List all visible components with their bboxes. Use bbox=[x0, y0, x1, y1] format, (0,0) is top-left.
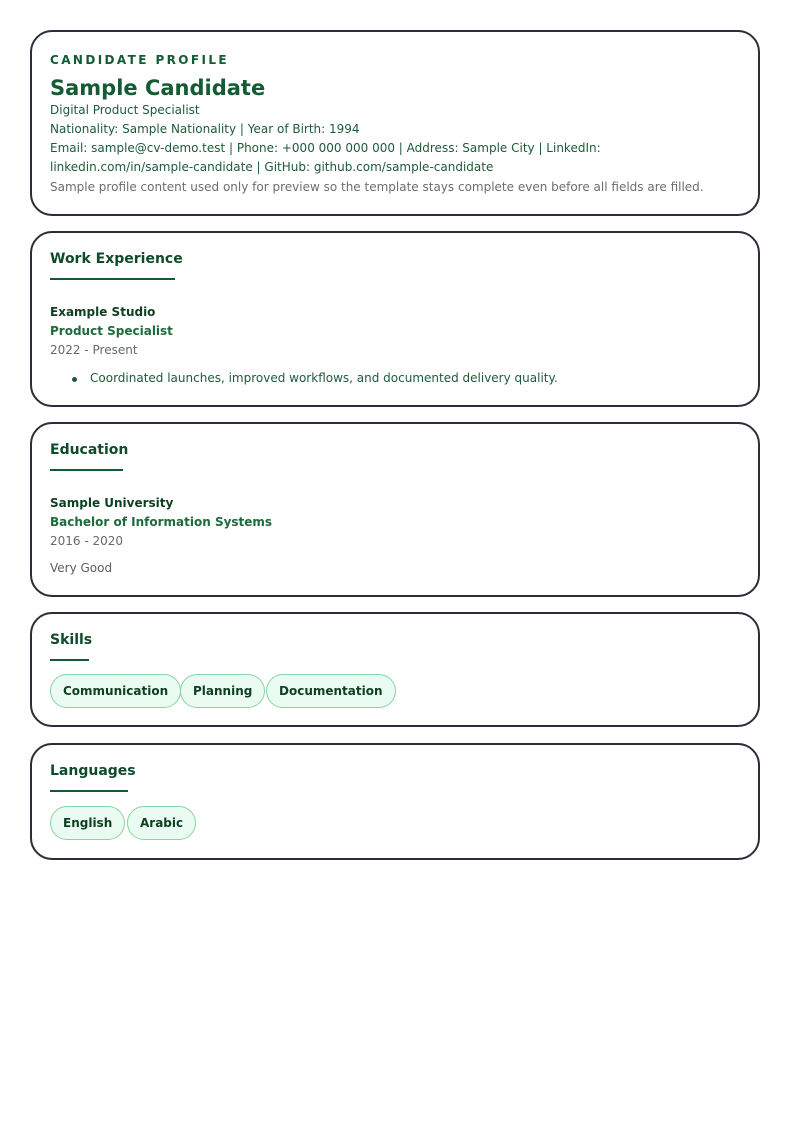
bullet-dot-icon bbox=[72, 377, 77, 382]
experience-bullet-text: Coordinated launches, improved workflows, and documented delivery quality. bbox=[90, 371, 558, 385]
skill-chip: Communication bbox=[50, 674, 181, 708]
experience-org: Example Studio bbox=[50, 305, 156, 319]
skills-heading: Skills bbox=[50, 632, 93, 648]
candidate-title: Digital Product Specialist bbox=[50, 103, 200, 117]
education-heading: Education bbox=[50, 442, 129, 458]
experience-heading-rule bbox=[50, 278, 175, 280]
profile-kicker: CANDIDATE PROFILE bbox=[50, 53, 229, 67]
profile-summary: Sample profile content used only for preview so the template stays complete even before all fields are filled. bbox=[50, 180, 704, 194]
languages-heading-rule bbox=[50, 790, 128, 792]
experience-heading: Work Experience bbox=[50, 251, 183, 267]
language-chip: Arabic bbox=[127, 806, 196, 840]
languages-card bbox=[30, 743, 760, 860]
nationality-line: Nationality: Sample Nationality | Year of Birth: 1994 bbox=[50, 122, 360, 136]
education-heading-rule bbox=[50, 469, 123, 471]
education-card bbox=[30, 422, 760, 597]
experience-card bbox=[30, 231, 760, 407]
language-chip: English bbox=[50, 806, 125, 840]
education-org: Sample University bbox=[50, 496, 174, 510]
skills-card bbox=[30, 612, 760, 727]
contact-line: Email: sample@cv-demo.test | Phone: +000 000 000 000 | Address: Sample City | LinkedIn: linkedin.com/in/sample-candidate | GitHub: github.com/sample-candidate bbox=[50, 141, 601, 174]
profile-card bbox=[30, 30, 760, 216]
skill-chip: Planning bbox=[180, 674, 265, 708]
candidate-name: Sample Candidate bbox=[50, 76, 266, 100]
skills-heading-rule bbox=[50, 659, 89, 661]
education-dates: 2016 - 2020 bbox=[50, 534, 124, 548]
skill-chip: Documentation bbox=[266, 674, 396, 708]
education-grade: Very Good bbox=[50, 561, 113, 575]
languages-heading: Languages bbox=[50, 763, 136, 779]
education-degree: Bachelor of Information Systems bbox=[50, 515, 273, 529]
experience-dates: 2022 - Present bbox=[50, 343, 138, 357]
experience-role: Product Specialist bbox=[50, 324, 173, 338]
